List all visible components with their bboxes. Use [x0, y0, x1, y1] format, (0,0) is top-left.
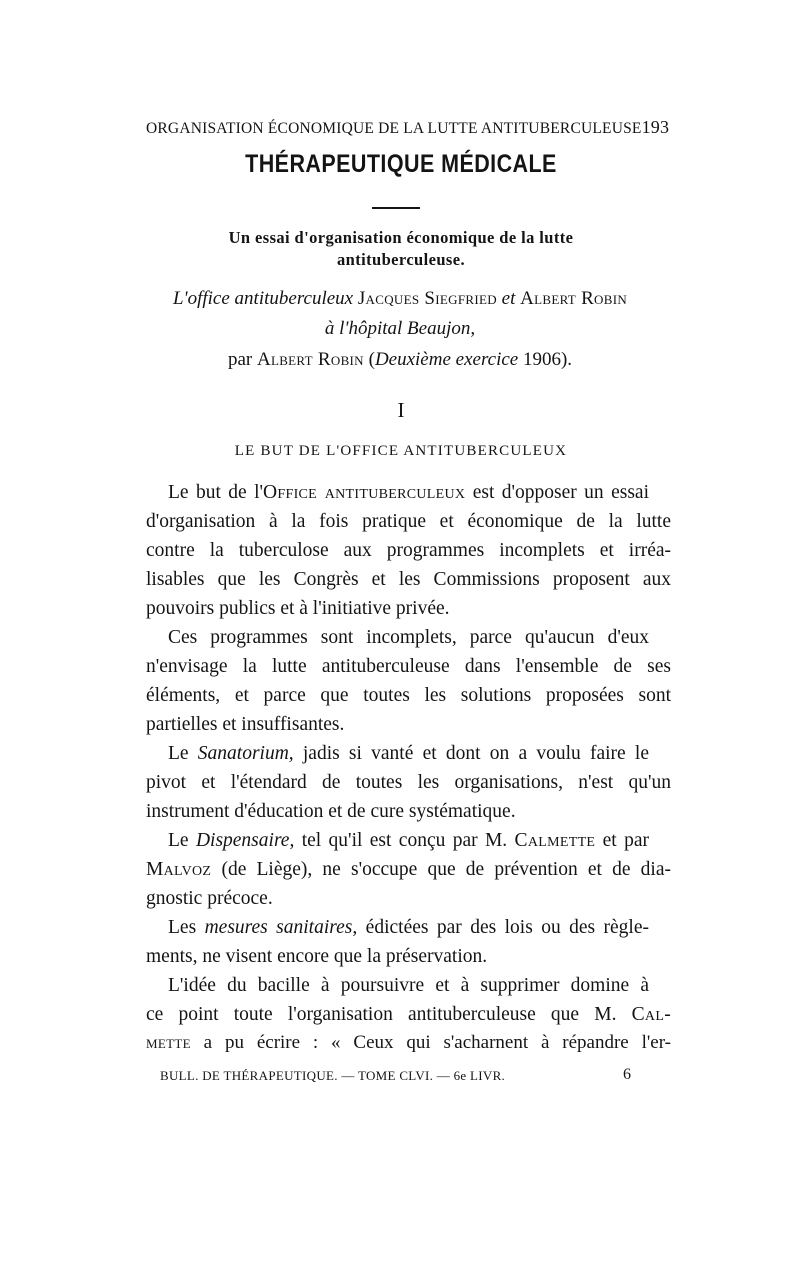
byline-paren: ( — [368, 349, 375, 370]
paragraph-6-line-3: mette a pu écrire : « Ceux qui s'acharnent à répandre l'er- — [146, 1032, 671, 1053]
byline-hospital: à l'hôpital Beaujon, — [324, 318, 476, 339]
byline-exercice: Deuxième exercice — [374, 349, 519, 370]
running-head-title: ORGANISATION ÉCONOMIQUE DE LA LUTTE ANTITUBERCULEUSE — [146, 120, 642, 137]
byline-line-1 — [120, 288, 680, 310]
footer-signature: 6 — [623, 1066, 632, 1083]
paragraph-6-line-1: L'idée du bacille à poursuivre et à supprimer domine à — [168, 975, 649, 996]
chapter-numeral: I — [397, 398, 405, 422]
byline-office: L'office antituberculeux — [172, 288, 354, 309]
page-number: 193 — [641, 117, 670, 137]
paragraph-1-line-4: lisables que les Congrès et les Commissions proposent aux — [146, 569, 671, 590]
paragraph-3-line-2: pivot et l'étendard de toutes les organisations, n'est qu'un — [146, 772, 671, 793]
byline-author-siegfried: Jacques Siegfried — [357, 288, 497, 309]
paragraph-4-line-2: Malvoz (de Liège), ne s'occupe que de prévention et de dia- — [146, 859, 671, 880]
byline-conjunction: et — [501, 288, 516, 309]
running-head — [146, 117, 670, 138]
paragraph-1-line-3: contre la tuberculose aux programmes incomplets et irréa- — [146, 540, 671, 561]
section-title: THÉRAPEUTIQUE MÉDICALE — [245, 150, 557, 178]
paragraph-2-line-4: partielles et insuffisantes. — [146, 714, 345, 735]
footer-label: BULL. DE THÉRAPEUTIQUE. — TOME CLVI. — 6e LIVR. — [160, 1068, 506, 1083]
paragraph-1-line-5: pouvoirs publics et à l'initiative privée. — [146, 598, 450, 619]
paragraph-2-line-2: n'envisage la lutte antituberculeuse dans l'ensemble de ses — [146, 656, 671, 677]
chapter-title: LE BUT DE L'OFFICE ANTITUBERCULEUX — [234, 443, 568, 459]
paragraph-3-line-1: Le Sanatorium, jadis si vanté et dont on a voulu faire le — [168, 743, 649, 764]
paragraph-3-line-3: instrument d'éducation et de cure systématique. — [146, 801, 516, 822]
paragraph-5-line-1: Les mesures sanitaires, édictées par des lois ou des règle- — [168, 917, 650, 938]
paragraph-1-line-1: Le but de l'Office antituberculeux est d'opposer un essai — [168, 482, 649, 503]
paragraph-5-line-2: ments, ne visent encore que la préservation. — [146, 946, 488, 967]
paragraph-1-line-2: d'organisation à la fois pratique et économique de la lutte — [146, 511, 671, 532]
paragraph-6-line-2: ce point toute l'organisation antituberculeuse que M. Cal- — [146, 1004, 671, 1025]
paragraph-4-line-1: Le Dispensaire, tel qu'il est conçu par M. Calmette et par — [168, 830, 649, 851]
paragraph-2-line-3: éléments, et parce que toutes les solutions proposées sont — [146, 685, 671, 706]
byline-year: 1906). — [522, 349, 573, 370]
byline-line-2 — [120, 318, 680, 340]
title-rule — [372, 207, 420, 209]
byline-line-3 — [120, 349, 680, 371]
byline-author-robin: Albert Robin — [520, 288, 628, 309]
byline-author: Albert Robin — [256, 349, 364, 370]
article-title: Un essai d'organisation économique de la lutte antituberculeuse. — [228, 228, 574, 269]
paragraph-4-line-3: gnostic précoce. — [146, 888, 273, 909]
byline-par: par — [227, 349, 253, 370]
paragraph-2-line-1: Ces programmes sont incomplets, parce qu'aucun d'eux — [168, 627, 649, 648]
